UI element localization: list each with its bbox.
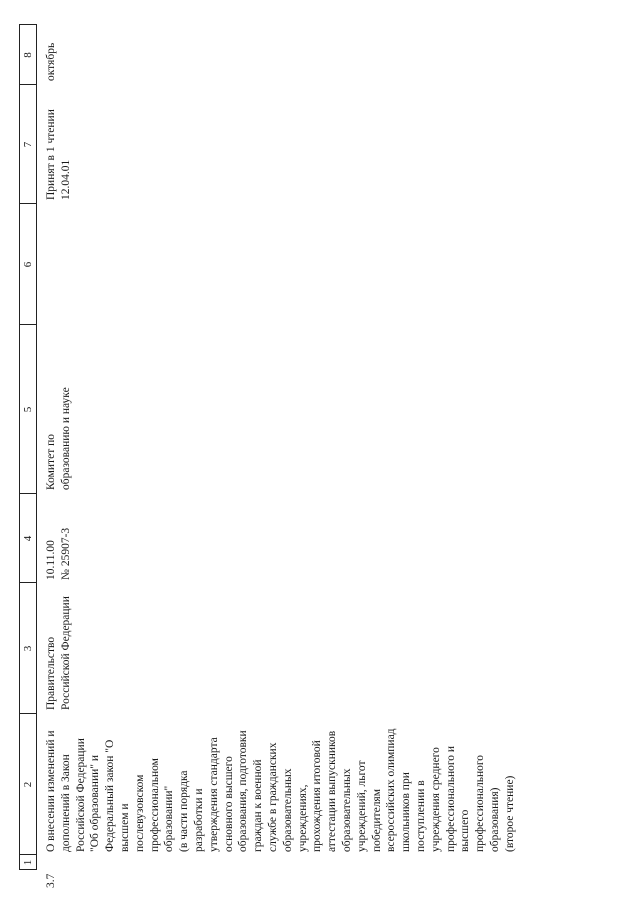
bill-title-line: (в части порядка — [178, 770, 191, 852]
bill-title-line: (второе чтение) — [503, 775, 516, 852]
bill-title-line: учреждениях, — [296, 784, 309, 852]
bill-title-line: Федеральный закон "О — [104, 739, 117, 852]
bill-title-line: аттестации выпускников — [326, 730, 339, 852]
bill-title-line: образования) — [488, 787, 501, 852]
submission-date: 10.11.00 — [45, 540, 57, 580]
bill-title-line: учреждения среднего — [429, 747, 442, 852]
bill-title-line: Российской Федерации — [74, 738, 87, 852]
bill-title-line: граждан к военной — [252, 759, 265, 852]
responsible-committee — [44, 387, 74, 490]
initiator-line: Правительство — [45, 636, 57, 710]
initiator-line: Российской Федерации — [59, 596, 72, 710]
header-bottom-border — [36, 25, 37, 870]
column-number-8: 8 — [22, 52, 34, 58]
bill-number: № 25907-3 — [59, 527, 72, 580]
row-number: 3.7 — [45, 873, 57, 888]
column-number-5: 5 — [22, 406, 34, 413]
status-line: Принят в 1 чтении — [45, 109, 57, 200]
column-number-2: 2 — [22, 781, 34, 788]
bill-title-line: поступлении в — [414, 780, 427, 852]
bill-title-line: профессиональном — [148, 758, 161, 852]
bill-title-line: всероссийских олимпиад — [385, 728, 398, 852]
bill-title-line: победителям — [370, 789, 383, 852]
bill-title-line: "Об образовании" и — [89, 755, 102, 852]
column-number-4: 4 — [22, 535, 34, 542]
bill-title-line: образовании" — [163, 785, 176, 852]
reading-status — [44, 109, 74, 200]
bill-title-line: утверждения стандарта — [207, 737, 220, 852]
bill-title-line: службе в гражданских — [266, 742, 279, 852]
planned-month: октябрь — [45, 42, 57, 81]
initiator — [44, 596, 74, 710]
bill-title-line: дополнений в Закон — [59, 754, 72, 852]
column-number-3: 3 — [22, 645, 34, 652]
bill-title-line: профессионального — [474, 754, 487, 852]
bill-title-line: образования, подготовки — [237, 730, 250, 852]
bill-title-line: основного высшего — [222, 756, 235, 852]
bill-title — [44, 728, 518, 852]
bill-title-line: профессионального и — [444, 745, 457, 852]
date-and-number — [44, 528, 74, 580]
bill-title-line: разработки и — [192, 788, 205, 852]
bill-title-line: послевузовском — [133, 774, 146, 852]
bill-title-line: высшего — [459, 809, 472, 852]
bill-title-line: образовательных — [340, 768, 353, 852]
bill-title-line: прохождения итоговой — [311, 740, 324, 852]
bill-title-line: высшем и — [118, 803, 131, 852]
bill-title-line: школьников при — [400, 772, 413, 852]
committee-line: Комитет по — [45, 434, 57, 490]
status-date: 12.04.01 — [59, 159, 72, 200]
column-number-7: 7 — [22, 141, 34, 148]
committee-line: образованию и науке — [59, 387, 72, 490]
bill-title-line: учреждений, льгот — [355, 760, 368, 852]
bill-title-line: образовательных — [281, 768, 294, 852]
column-number-1: 1 — [22, 859, 34, 866]
bill-title-line: О внесении изменений и — [45, 730, 57, 852]
column-number-6: 6 — [22, 261, 34, 268]
